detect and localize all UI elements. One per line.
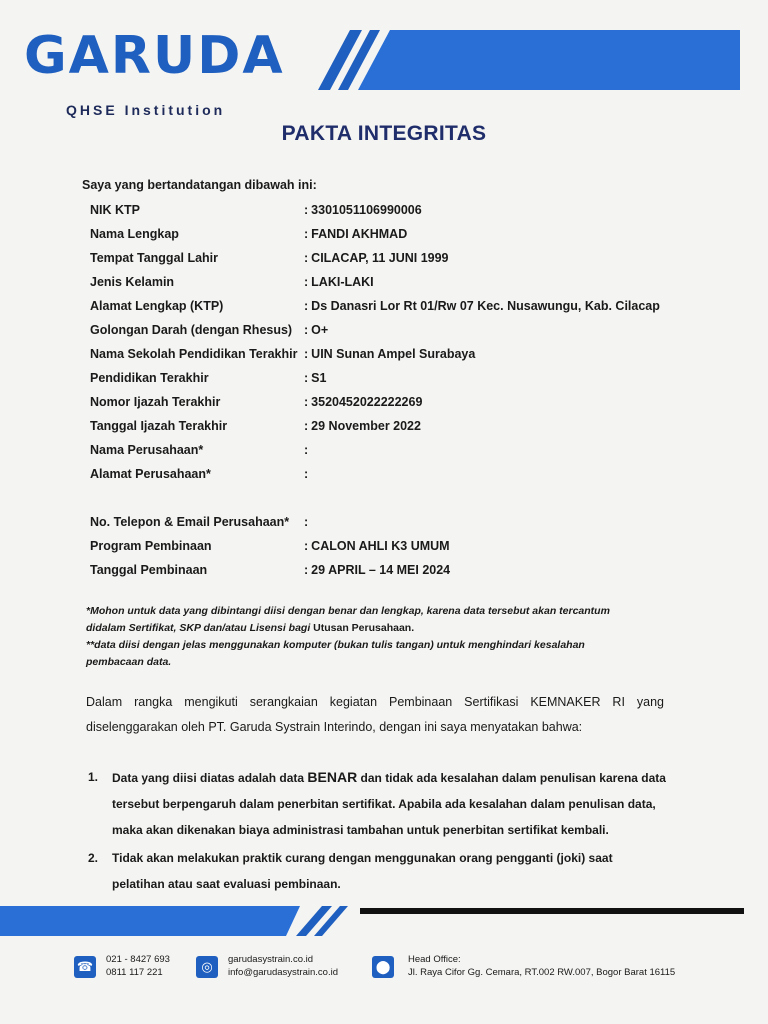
field-value: CALON AHLI K3 UMUM [311, 539, 450, 553]
field-value: S1 [311, 371, 327, 385]
field-jenis-kelamin: Jenis Kelamin : LAKI-LAKI [90, 275, 374, 289]
field-label: NIK KTP [90, 203, 140, 217]
field-label: Nama Lengkap [90, 227, 179, 241]
field-value: 3520452022222269 [311, 395, 423, 409]
list-number: 2. [88, 851, 99, 865]
contact-office [372, 950, 692, 986]
footer-stripe-graphic [0, 900, 768, 940]
field-nik: NIK KTP : 3301051106990006 [90, 203, 422, 217]
footnote-line: didalam Sertifikat, SKP dan/atau Lisensi bagi [86, 622, 314, 634]
field-alamat: Alamat Lengkap (KTP) : Ds Danasri Lor Rt 01/Rw 07 Kec. Nusawungu, Kab. Cilacap [90, 299, 660, 313]
header-stripe-graphic [290, 28, 740, 98]
field-label: Alamat Lengkap (KTP) [90, 299, 224, 313]
field-alamat-perusahaan: Alamat Perusahaan* : [90, 467, 309, 481]
field-value: O+ [311, 323, 329, 337]
globe-icon: ◎ [196, 956, 218, 978]
declaration-list [88, 764, 668, 899]
office-label: Head Office: [408, 954, 461, 965]
phone-number: 021 - 8427 693 [106, 954, 170, 965]
contact-phone [74, 950, 184, 986]
field-value: LAKI-LAKI [311, 275, 374, 289]
field-golongan-darah: Golongan Darah (dengan Rhesus) : O+ [90, 323, 329, 337]
item-text: Data yang diisi diatas adalah data [112, 771, 308, 785]
footnote-line: pembacaan data. [86, 656, 172, 668]
field-tanggal-pembinaan: Tanggal Pembinaan : 29 APRIL – 14 MEI 2024 [90, 563, 451, 577]
field-value: CILACAP, 11 JUNI 1999 [311, 251, 449, 265]
field-pendidikan: Pendidikan Terakhir : S1 [90, 371, 327, 385]
field-label: Tanggal Pembinaan [90, 563, 208, 577]
field-nomor-ijazah: Nomor Ijazah Terakhir : 3520452022222269 [90, 395, 423, 409]
field-value: 29 APRIL – 14 MEI 2024 [311, 563, 451, 577]
garuda-logo [24, 26, 285, 118]
logo-wordmark: GARUDA [24, 26, 285, 86]
footnote-line: **data diisi dengan jelas menggunakan komputer (bukan tulis tangan) untuk menghindari kesalahan [86, 639, 585, 651]
field-label: Program Pembinaan [90, 539, 212, 553]
office-address: Jl. Raya Cifor Gg. Cemara, RT.002 RW.007, Bogor Barat 16115 [408, 967, 676, 978]
field-value: Ds Danasri Lor Rt 01/Rw 07 Kec. Nusawungu, Kab. Cilacap [311, 299, 660, 313]
field-label: Nama Sekolah Pendidikan Terakhir [90, 347, 298, 361]
intro-text: Saya yang bertandatangan dibawah ini: [82, 178, 317, 192]
field-label: Jenis Kelamin [90, 275, 175, 289]
footnote-emphasis: Utusan Perusahaan. [313, 622, 415, 634]
footnote [86, 603, 666, 671]
field-nama-sekolah: Nama Sekolah Pendidikan Terakhir : UIN Sunan Ampel Surabaya [90, 347, 476, 361]
email-link: info@garudasystrain.co.id [228, 967, 338, 978]
field-label: Tempat Tanggal Lahir [90, 251, 219, 265]
contact-web [196, 950, 356, 986]
field-program: Program Pembinaan : CALON AHLI K3 UMUM [90, 539, 450, 553]
list-number: 1. [88, 770, 99, 784]
field-nama-perusahaan: Nama Perusahaan* : [90, 443, 309, 457]
phone-icon: ☎ [74, 956, 96, 978]
item-emphasis: BENAR [307, 769, 358, 785]
field-value: FANDI AKHMAD [311, 227, 408, 241]
field-label: Nama Perusahaan* [90, 443, 204, 457]
field-label: Nomor Ijazah Terakhir [90, 395, 221, 409]
list-item [88, 764, 668, 843]
field-label: Pendidikan Terakhir [90, 371, 209, 385]
location-pin-icon: ⬤ [372, 956, 394, 978]
field-value: 29 November 2022 [311, 419, 421, 433]
identity-fields [90, 200, 730, 584]
field-nama: Nama Lengkap : FANDI AKHMAD [90, 227, 408, 241]
field-telepon-email: No. Telepon & Email Perusahaan* : [90, 515, 309, 529]
field-ttl: Tempat Tanggal Lahir : CILACAP, 11 JUNI 1999 [90, 251, 449, 265]
document-title: PAKTA INTEGRITAS [281, 122, 487, 145]
item-text: Tidak akan melakukan praktik curang dengan menggunakan orang pengganti (joki) saat pelatihan atau saat evaluasi pembinaan. [112, 851, 613, 891]
footnote-line: *Mohon untuk data yang dibintangi diisi dengan benar dan lengkap, karena data tersebut akan tercantum [86, 605, 610, 617]
item-text: dan tidak ada kesalahan dalam penulisan karena data tersebut berpengaruh dalam penerbitan sertifikat. Apabila ada kesalahan dalam penulisan data, maka akan dikenakan biaya administrasi tambahan untuk penerbitan sertifikat kembali. [112, 771, 666, 837]
phone-number: 0811 117 221 [106, 967, 163, 978]
field-label: Tanggal Ijazah Terakhir [90, 419, 228, 433]
field-tanggal-ijazah: Tanggal Ijazah Terakhir : 29 November 2022 [90, 419, 421, 433]
statement-paragraph: Dalam rangka mengikuti serangkaian kegiatan Pembinaan Sertifikasi KEMNAKER RI yang diselenggarakan oleh PT. Garuda Systrain Interindo, dengan ini saya menyatakan bahwa: [86, 695, 664, 734]
footer-contacts [0, 950, 768, 990]
field-label: Golongan Darah (dengan Rhesus) [90, 323, 293, 337]
list-item [88, 845, 668, 897]
field-label: Alamat Perusahaan* [90, 467, 211, 481]
website-link: garudasystrain.co.id [228, 954, 314, 965]
logo-subtitle: QHSE Institution [66, 102, 226, 118]
field-value: UIN Sunan Ampel Surabaya [311, 347, 476, 361]
field-label: No. Telepon & Email Perusahaan* [90, 515, 290, 529]
field-value: 3301051106990006 [311, 203, 422, 217]
